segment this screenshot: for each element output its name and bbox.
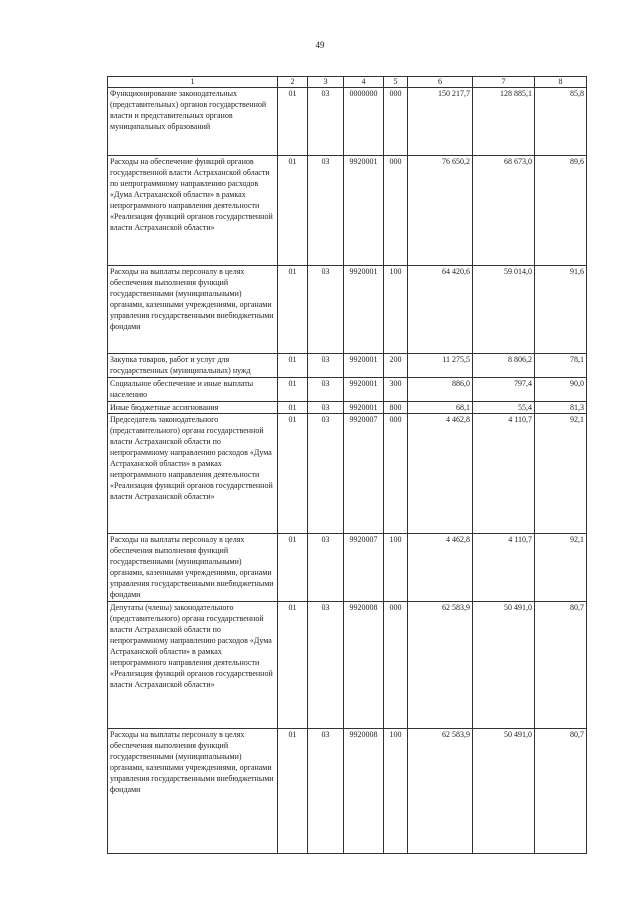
expense-type-code: 300 [384,378,408,402]
subsection-code: 03 [308,534,344,602]
section-code: 01 [278,88,308,156]
column-header: 3 [308,77,344,88]
row-name: Расходы на выплаты персоналу в целях обеспечения выполнения функций государственными (муниципальными) органами, казенными учреждениями, органами управления государственными внебюджетными фондами [108,266,278,354]
percent-value: 90,0 [535,378,587,402]
actual-value: 59 014,0 [473,266,535,354]
plan-value: 62 583,9 [408,729,473,854]
budget-table [107,76,587,854]
row-name: Социальное обеспечение и иные выплаты населению [108,378,278,402]
actual-value: 797,4 [473,378,535,402]
plan-value: 886,0 [408,378,473,402]
section-code: 01 [278,414,308,534]
actual-value: 128 885,1 [473,88,535,156]
section-code: 01 [278,534,308,602]
actual-value: 4 110,7 [473,534,535,602]
row-name: Депутаты (члены) законодательного (представительного) органа государственной власти Астраханской области по непрограммному направлению расходов «Дума Астраханской области» в рамках непрограммного направления деятельности «Реализация функций органов государственной власти Астраханской области» [108,602,278,729]
section-code: 01 [278,354,308,378]
plan-value: 150 217,7 [408,88,473,156]
table-row [108,378,587,402]
table-row [108,354,587,378]
subsection-code: 03 [308,88,344,156]
expense-type-code: 100 [384,266,408,354]
table-row [108,729,587,854]
table-row [108,602,587,729]
actual-value: 55,4 [473,402,535,414]
expense-type-code: 000 [384,602,408,729]
column-header: 8 [535,77,587,88]
expense-type-code: 800 [384,402,408,414]
actual-value: 4 110,7 [473,414,535,534]
target-item-code: 9920001 [344,156,384,266]
column-header: 7 [473,77,535,88]
percent-value: 78,1 [535,354,587,378]
expense-type-code: 100 [384,534,408,602]
column-header: 1 [108,77,278,88]
column-header: 6 [408,77,473,88]
target-item-code: 9920001 [344,378,384,402]
table-row [108,156,587,266]
column-header: 4 [344,77,384,88]
section-code: 01 [278,266,308,354]
percent-value: 92,1 [535,414,587,534]
target-item-code: 0000000 [344,88,384,156]
column-header: 2 [278,77,308,88]
actual-value: 68 673,0 [473,156,535,266]
row-name: Расходы на обеспечение функций органов государственной власти Астраханской области по непрограммному направлению расходов «Дума Астраханской области» в рамках непрограммного направления деятельности «Реализация функций органов государственной власти Астраханской области» [108,156,278,266]
target-item-code: 9920001 [344,266,384,354]
percent-value: 80,7 [535,729,587,854]
plan-value: 4 462,8 [408,414,473,534]
expense-type-code: 000 [384,156,408,266]
row-name: Председатель законодательного (представительного) органа государственной власти Астраханской области по непрограммному направлению расходов «Дума Астраханской области» в рамках непрограммного направления деятельности «Реализация функций органов государственной власти Астраханской области» [108,414,278,534]
percent-value: 85,8 [535,88,587,156]
target-item-code: 9920007 [344,534,384,602]
column-header: 5 [384,77,408,88]
subsection-code: 03 [308,354,344,378]
plan-value: 4 462,8 [408,534,473,602]
plan-value: 11 275,5 [408,354,473,378]
expense-type-code: 000 [384,414,408,534]
subsection-code: 03 [308,414,344,534]
row-name: Иные бюджетные ассигнования [108,402,278,414]
actual-value: 50 491,0 [473,729,535,854]
target-item-code: 9920001 [344,402,384,414]
table-row [108,402,587,414]
row-name: Расходы на выплаты персоналу в целях обеспечения выполнения функций государственными (муниципальными) органами, казенными учреждениями, органами управления государственными внебюджетными фондами [108,534,278,602]
percent-value: 81,3 [535,402,587,414]
plan-value: 64 420,6 [408,266,473,354]
percent-value: 92,1 [535,534,587,602]
subsection-code: 03 [308,402,344,414]
target-item-code: 9920008 [344,729,384,854]
section-code: 01 [278,402,308,414]
target-item-code: 9920007 [344,414,384,534]
subsection-code: 03 [308,602,344,729]
expense-type-code: 100 [384,729,408,854]
section-code: 01 [278,156,308,266]
page-number: 49 [315,40,325,50]
subsection-code: 03 [308,156,344,266]
section-code: 01 [278,378,308,402]
actual-value: 50 491,0 [473,602,535,729]
subsection-code: 03 [308,378,344,402]
table-row [108,266,587,354]
percent-value: 89,6 [535,156,587,266]
plan-value: 76 650,2 [408,156,473,266]
row-name: Функционирование законодательных (представительных) органов государственной власти и представительных органов муниципальных образований [108,88,278,156]
target-item-code: 9920008 [344,602,384,729]
table-row [108,88,587,156]
table-header-row [108,77,587,88]
subsection-code: 03 [308,266,344,354]
plan-value: 68,1 [408,402,473,414]
percent-value: 91,6 [535,266,587,354]
target-item-code: 9920001 [344,354,384,378]
plan-value: 62 583,9 [408,602,473,729]
section-code: 01 [278,729,308,854]
expense-type-code: 200 [384,354,408,378]
expense-type-code: 000 [384,88,408,156]
actual-value: 8 806,2 [473,354,535,378]
percent-value: 80,7 [535,602,587,729]
table-row [108,414,587,534]
subsection-code: 03 [308,729,344,854]
section-code: 01 [278,602,308,729]
row-name: Расходы на выплаты персоналу в целях обеспечения выполнения функций государственными (муниципальными) органами, казенными учреждениями, органами управления государственными внебюджетными фондами [108,729,278,854]
table-row [108,534,587,602]
row-name: Закупка товаров, работ и услуг для государственных (муниципальных) нужд [108,354,278,378]
